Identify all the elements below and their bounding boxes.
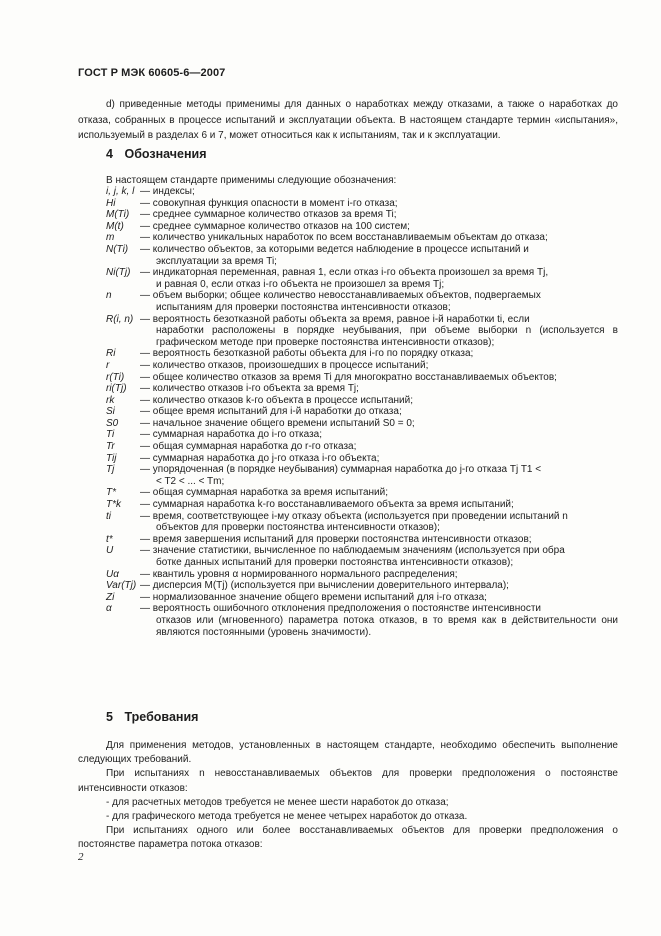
definition-item <box>106 348 618 360</box>
definition-text: — количество объектов, за которыми ведется наблюдение в процессе испытаний и эксплуатации за время Ti; <box>140 244 618 267</box>
definition-symbol: N(Ti) <box>106 243 129 255</box>
definition-symbol: R(i, n) <box>106 313 134 325</box>
definition-item <box>106 360 618 372</box>
definition-text: — среднее суммарное количество отказов на 100 систем; <box>140 220 410 232</box>
definition-text: — количество уникальных наработок по всем восстанавливаемым объектам до отказа; <box>140 232 548 244</box>
definition-text: — время завершения испытаний для проверки постоянства интенсивности отказов; <box>140 533 532 545</box>
definition-item <box>106 569 618 581</box>
definition-item <box>106 221 618 233</box>
definition-item <box>106 383 618 395</box>
definition-text: — количество отказов, произошедших в процессе испытаний; <box>140 359 429 371</box>
definition-item <box>106 441 618 453</box>
definition-symbol: t* <box>106 533 113 545</box>
definition-text: — значение статистики, вычисленное по наблюдаемым значениям (используется при обра ботке данных испытаний для проверки постоянства интенсивности отказов); <box>140 545 618 568</box>
definition-text: — количество отказов k-го объекта в процессе испытаний; <box>140 394 414 406</box>
definition-item <box>106 267 618 290</box>
definition-continuation: объектов для проверки постоянства интенсивности отказов); <box>156 522 440 534</box>
section-5-heading <box>106 710 198 724</box>
definition-continuation: и равная 0, если отказ i-го объекта не произошел за время Tj; <box>156 278 445 290</box>
definition-symbol: ti <box>106 510 111 522</box>
symbols-intro: В настоящем стандарте применимы следующие обозначения: <box>106 175 397 186</box>
definition-text: — среднее суммарное количество отказов за время Ti; <box>140 209 397 221</box>
definition-text: — вероятность безотказной работы объекта за время, равное i-й наработки ti, если наработки расположены в порядке неубывания, при объеме выборки n (используется в графическом методе при проверке постоянства интенсивности отказов); <box>140 313 618 348</box>
definition-item <box>106 418 618 430</box>
definition-item <box>106 453 618 465</box>
definition-item <box>106 487 618 499</box>
definition-item <box>106 290 618 313</box>
section-4-heading <box>106 147 207 161</box>
definition-text: — объем выборки; общее количество невосстанавливаемых объектов, подвергаемых испытаниям для проверки постоянства интенсивности отказов; <box>140 290 618 313</box>
definition-symbol: T* <box>106 487 116 499</box>
definition-symbol: M(t) <box>106 220 124 232</box>
definition-continuation: наработки расположены в порядке неубывания, при объеме выборки n (используется в графическом методе при проверке постоянства интенсивности отказов); <box>156 325 618 348</box>
definition-text: — суммарная наработка k-го восстанавливаемого объекта за время испытаний; <box>140 499 514 511</box>
definition-symbol: rk <box>106 394 115 406</box>
definition-text: — начальное значение общего времени испытаний S0 = 0; <box>140 417 415 429</box>
definition-symbol: r <box>106 359 110 371</box>
definition-item <box>106 603 618 638</box>
definition-symbol: Si <box>106 406 115 418</box>
definition-symbol: U <box>106 545 114 557</box>
section-4-number: 4 <box>106 147 113 161</box>
definition-symbol: α <box>106 603 112 615</box>
definition-item <box>106 499 618 511</box>
definition-item <box>106 186 618 198</box>
section-4-title: Обозначения <box>124 147 207 161</box>
intro-paragraph <box>78 97 618 144</box>
definition-symbol: Uα <box>106 568 119 580</box>
page-number: 2 <box>78 851 84 863</box>
definition-text: — время, соответствующее i-му отказу объекта (используется при проведении испытаний n объектов для проверки постоянства интенсивности отказов); <box>140 511 618 534</box>
definition-symbol: Ni(Tj) <box>106 267 131 279</box>
definition-text: — вероятность ошибочного отклонения предположения о постоянстве интенсивности отказов или (мгновенного) параметра потока отказов, в то время как в действительности они являются постоянными (уровень значимости). <box>140 603 618 638</box>
definition-text: — общая суммарная наработка за время испытаний; <box>140 487 388 499</box>
definition-item <box>106 545 618 568</box>
definition-symbol: m <box>106 232 115 244</box>
definition-continuation: эксплуатации за время Ti; <box>156 255 277 267</box>
definition-item <box>106 244 618 267</box>
definition-text: — общее время испытаний для i-й наработки до отказа; <box>140 406 402 418</box>
definition-symbol: Tr <box>106 441 115 453</box>
section-5-title: Требования <box>124 710 199 724</box>
definition-text: — индикаторная переменная, равная 1, если отказ i-го объекта произошел за время Tj, и равная 0, если отказ i-го объекта не произошел за время Tj; <box>140 267 618 290</box>
definition-text: — количество отказов i-го объекта за время Tj; <box>140 383 359 395</box>
definition-item <box>106 580 618 592</box>
definition-continuation: ботке данных испытаний для проверки постоянства интенсивности отказов); <box>156 557 514 568</box>
section-5-number: 5 <box>106 710 113 724</box>
definition-item <box>106 232 618 244</box>
definition-text: — суммарная наработка до i-го отказа; <box>140 429 322 441</box>
definition-text: — суммарная наработка до j-го отказа i-го объекта; <box>140 452 380 464</box>
definition-item <box>106 198 618 210</box>
definition-symbol: Var(Tj) <box>106 580 137 592</box>
definition-symbol: Ri <box>106 348 116 360</box>
definition-continuation: испытаниям для проверки постоянства интенсивности отказов; <box>156 301 451 313</box>
definition-symbol: Zi <box>106 591 115 603</box>
definition-symbol: Tj <box>106 464 115 476</box>
requirements-dash-item: - для графического метода требуется не менее четырех наработок до отказа. <box>106 811 468 823</box>
definition-symbol: r(Ti) <box>106 371 125 383</box>
requirements-dash-item: - для расчетных методов требуется не менее шести наработок до отказа; <box>106 796 449 808</box>
definition-text: — вероятность безотказной работы объекта для i-го по порядку отказа; <box>140 348 474 360</box>
definition-item <box>106 511 618 534</box>
definition-symbol: i, j, k, l <box>106 186 135 197</box>
definition-item <box>106 314 618 349</box>
definition-item <box>106 209 618 221</box>
definition-text: — упорядоченная (в порядке неубывания) суммарная наработка до j-го отказа Tj T1 < < T2 < ... < Tm; <box>140 464 618 487</box>
definition-item <box>106 372 618 384</box>
definition-symbol: M(Ti) <box>106 209 130 221</box>
definitions-list <box>106 186 618 638</box>
definition-continuation: < T2 < ... < Tm; <box>156 475 225 487</box>
requirements-paragraph: При испытаниях n невосстанавливаемых объектов для проверки предположения о постоянстве интенсивности отказов: <box>78 768 618 794</box>
definition-symbol: Tij <box>106 452 117 464</box>
definition-text: — общая суммарная наработка до r-го отказа; <box>140 441 357 453</box>
definition-symbol: Ti <box>106 429 115 441</box>
definition-text: — квантиль уровня α нормированного нормального распределения; <box>140 568 458 580</box>
definition-symbol: T*k <box>106 499 121 511</box>
requirements-paragraph: При испытаниях одного или более восстанавливаемых объектов для проверки предположения о постоянстве параметра потока отказов: <box>78 825 618 851</box>
definition-symbol: Hi <box>106 197 116 209</box>
requirements-block <box>78 739 618 853</box>
definition-text: — совокупная функция опасности в момент i-го отказа; <box>140 197 398 209</box>
definition-item <box>106 592 618 604</box>
definition-symbol: ri(Tj) <box>106 383 127 395</box>
definition-item <box>106 429 618 441</box>
definition-symbol: n <box>106 290 112 302</box>
definition-text: — нормализованное значение общего времени испытаний для i-го отказа; <box>140 591 487 603</box>
intro-text: d) приведенные методы применимы для данных о наработках между отказами, а также о наработках до отказа, собранных в процессе испытаний и эксплуатации объекта. В настоящем стандарте термин «испытания», используемый в разделах 6 и 7, может относиться как к испытаниям, так и к эксплуатации. <box>78 99 618 142</box>
definition-text: — общее количество отказов за время Ti для многократно восстанавливаемых объектов; <box>140 371 557 383</box>
requirements-paragraph: Для применения методов, установленных в настоящем стандарте, необходимо обеспечить выполнение следующих требований. <box>78 740 618 766</box>
document-header: ГОСТ Р МЭК 60605-6—2007 <box>78 67 226 79</box>
definition-item <box>106 534 618 546</box>
definition-text: — индексы; <box>140 186 195 197</box>
definition-continuation: отказов или (мгновенного) параметра потока отказов, в то время как в действительности они являются постоянными (уровень значимости). <box>156 614 618 638</box>
definition-item <box>106 464 618 487</box>
definition-item <box>106 406 618 418</box>
definition-text: — дисперсия M(Tj) (используется при вычислении доверительного интервала); <box>140 580 509 592</box>
definition-item <box>106 395 618 407</box>
definition-symbol: S0 <box>106 417 119 429</box>
